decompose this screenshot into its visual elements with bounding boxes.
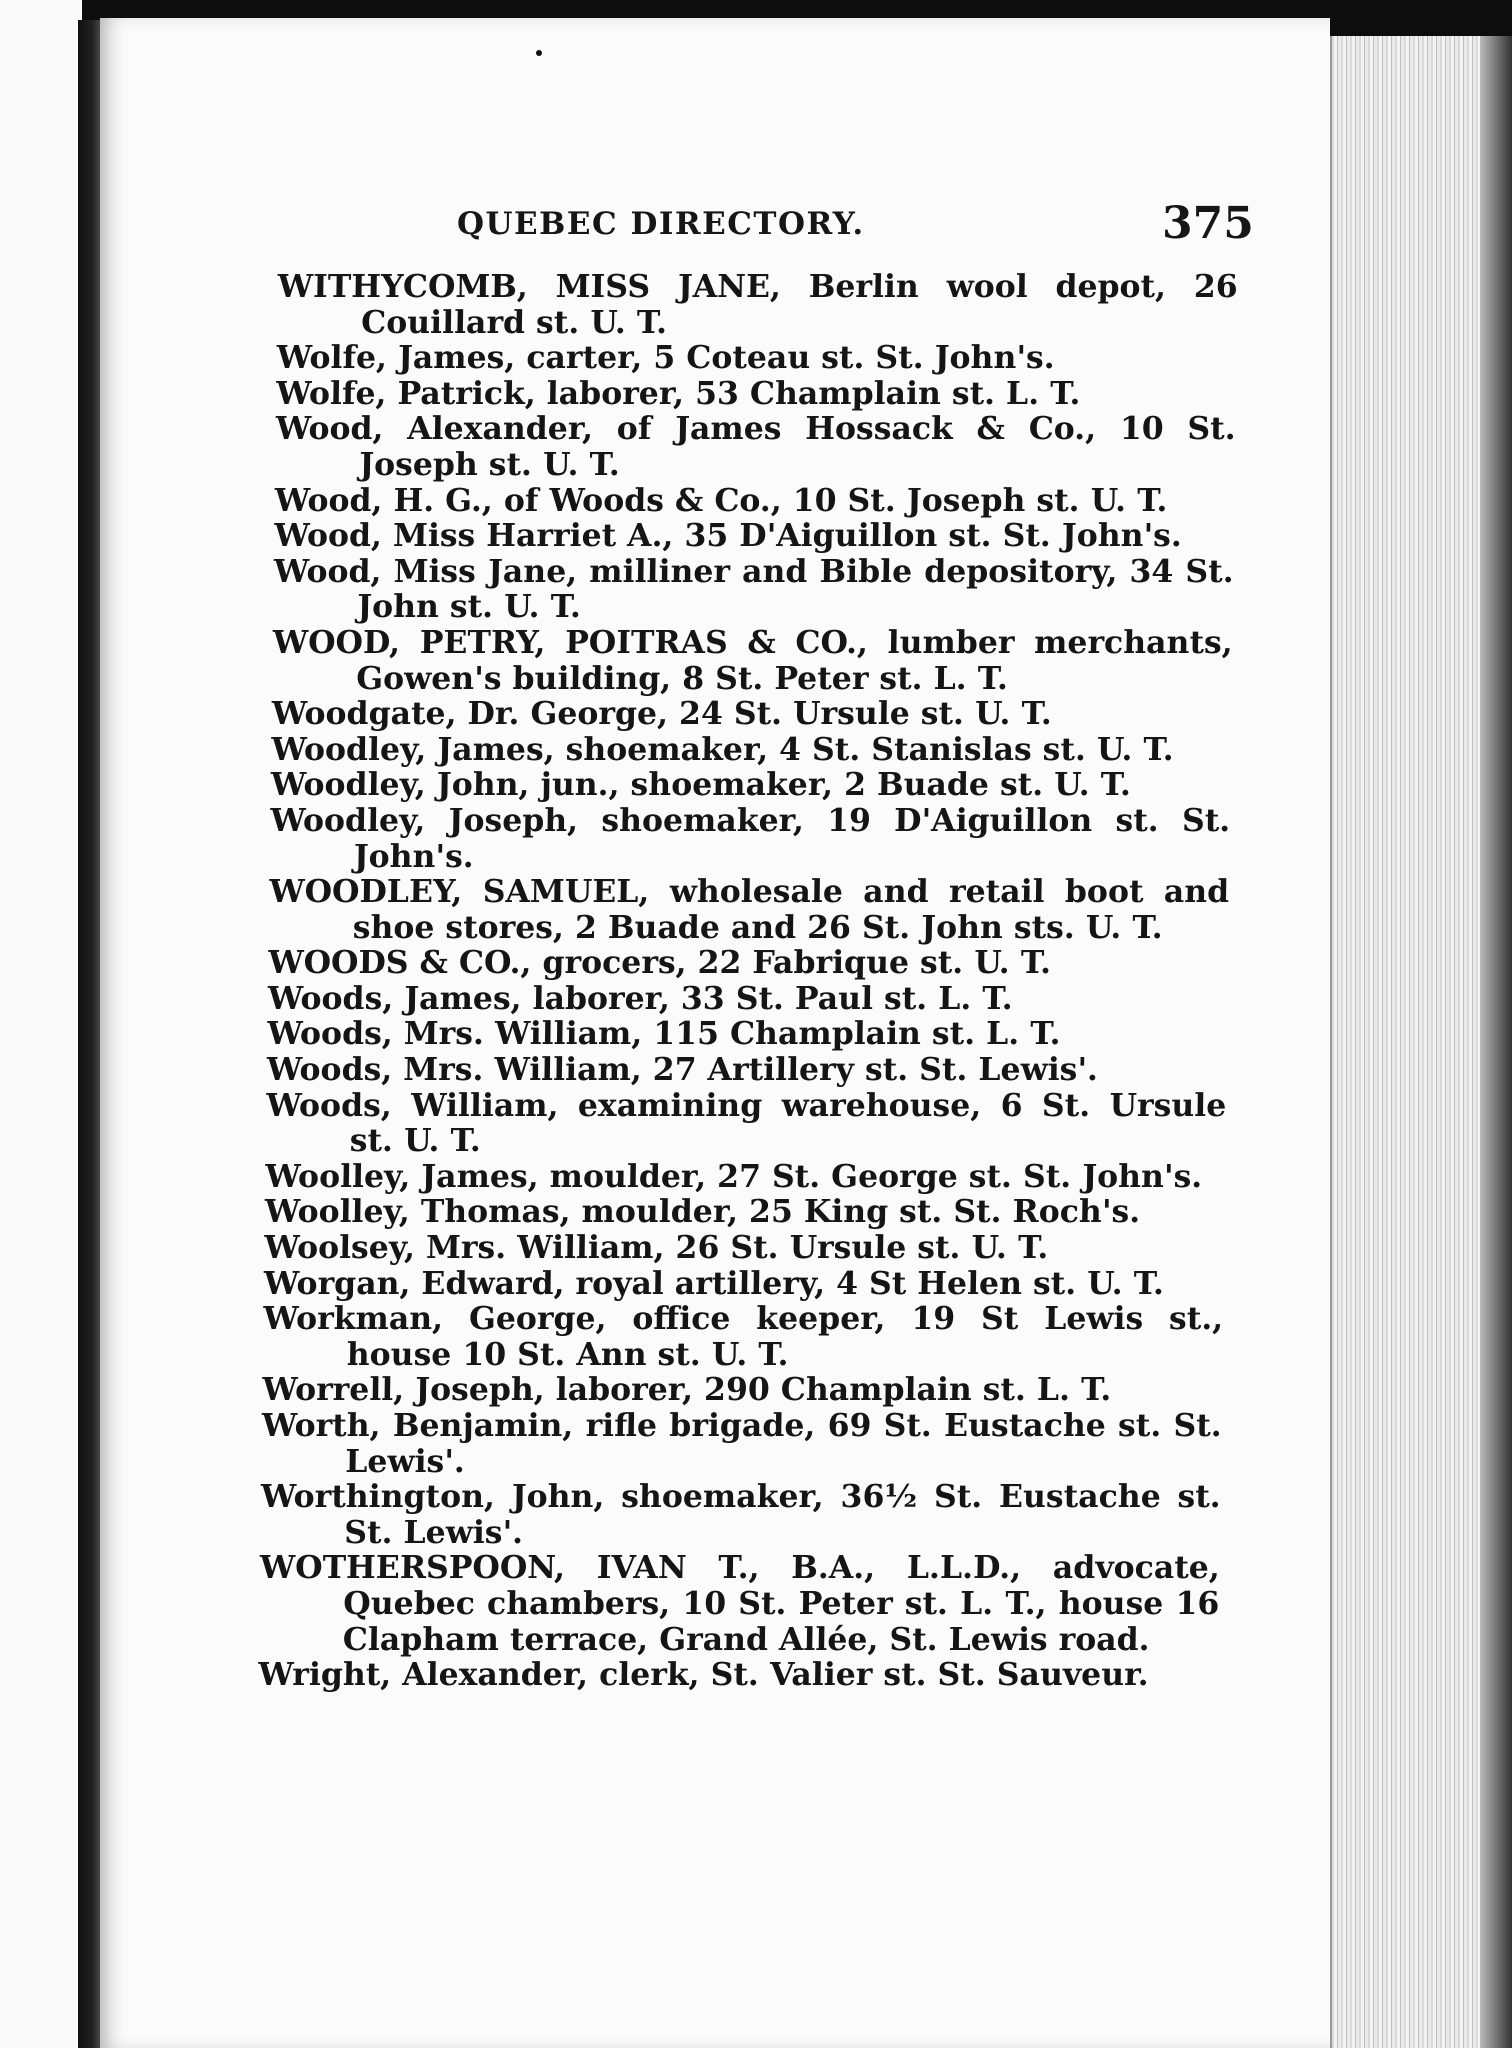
page-stack-shadow bbox=[1480, 36, 1512, 2048]
directory-entry: Wolfe, James, carter, 5 Coteau st. St. John's. bbox=[276, 339, 1055, 377]
directory-entry: Woods, James, laborer, 33 St. Paul st. L. T. bbox=[267, 979, 1013, 1017]
previous-page-edge bbox=[0, 0, 82, 2048]
directory-entry: Woodgate, Dr. George, 24 St. Ursule st. U. T. bbox=[271, 695, 1053, 733]
directory-entry: Wood, Miss Harriet A., 35 D'Aiguillon st. St. John's. bbox=[273, 517, 1183, 555]
directory-entry: Wright, Alexander, clerk, St. Valier st. St. Sauveur. bbox=[258, 1656, 1150, 1694]
directory-entry: WOODLEY, SAMUEL, wholesale and retail boot and shoe stores, 2 Buade and 26 St. John sts. U. T. bbox=[268, 873, 1230, 946]
running-title: QUEBEC DIRECTORY. bbox=[457, 206, 865, 242]
directory-entry: Woolley, Thomas, moulder, 25 King st. St. Roch's. bbox=[264, 1193, 1141, 1231]
directory-entry: Worth, Benjamin, rifle brigade, 69 St. Eustache st. St. Lewis'. bbox=[261, 1407, 1223, 1480]
directory-entry: WOODS & CO., grocers, 22 Fabrique st. U. T. bbox=[267, 944, 1052, 982]
directory-entry: Wood, H. G., of Woods & Co., 10 St. Joseph st. U. T. bbox=[274, 481, 1168, 519]
directory-entry: Wood, Miss Jane, milliner and Bible depository, 34 St. John st. U. T. bbox=[273, 552, 1234, 626]
directory-entry: WOTHERSPOON, IVAN T., B.A., L.L.D., advocate, Quebec chambers, 10 St. Peter st. L. T., house 16 Clapham terrace, Grand Allée, St. Lewis road. bbox=[259, 1549, 1221, 1658]
directory-entry: WITHYCOMB, MISS JANE, Berlin wool depot, 26 Couillard st. U. T. bbox=[277, 268, 1238, 341]
directory-entry: Woodley, John, jun., shoemaker, 2 Buade st. U. T. bbox=[270, 766, 1132, 804]
page-number: 375 bbox=[1162, 198, 1254, 249]
directory-entry: Woods, William, examining warehouse, 6 St. Ursule st. U. T. bbox=[266, 1086, 1227, 1160]
directory-entry: Woods, Mrs. William, 115 Champlain st. L. T. bbox=[267, 1015, 1061, 1053]
directory-entry: Woolsey, Mrs. William, 26 St. Ursule st. U. T. bbox=[264, 1229, 1049, 1267]
page-stack-edges bbox=[1330, 36, 1482, 2048]
directory-entry: Woodley, Joseph, shoemaker, 19 D'Aiguillon st. St. John's. bbox=[269, 801, 1231, 875]
directory-entry: Workman, George, office keeper, 19 St Lewis st., house 10 St. Ann st. U. T. bbox=[263, 1300, 1224, 1373]
directory-entry: Wolfe, Patrick, laborer, 53 Champlain st. L. T. bbox=[275, 374, 1081, 412]
directory-entry: Worrell, Joseph, laborer, 290 Champlain st. L. T. bbox=[262, 1371, 1112, 1409]
directory-entry: Woods, Mrs. William, 27 Artillery st. St. Lewis'. bbox=[266, 1051, 1099, 1089]
directory-entry: Worthington, John, shoemaker, 36½ St. Eustache st. St. Lewis'. bbox=[260, 1478, 1222, 1551]
ink-speck bbox=[536, 50, 542, 56]
page-header bbox=[100, 198, 1330, 248]
directory-entry: Woolley, James, moulder, 27 St. George st. St. John's. bbox=[265, 1157, 1203, 1195]
directory-entry-list bbox=[258, 269, 1238, 1693]
directory-entry: Woodley, James, shoemaker, 4 St. Stanislas st. U. T. bbox=[270, 730, 1175, 768]
directory-entry: Wood, Alexander, of James Hossack & Co., 10 St. Joseph st. U. T. bbox=[275, 410, 1236, 483]
directory-entry: WOOD, PETRY, POITRAS & CO., lumber merchants, Gowen's building, 8 St. Peter st. L. T. bbox=[272, 623, 1233, 697]
directory-entry: Worgan, Edward, royal artillery, 4 St Helen st. U. T. bbox=[263, 1264, 1165, 1302]
directory-page bbox=[100, 18, 1330, 2048]
